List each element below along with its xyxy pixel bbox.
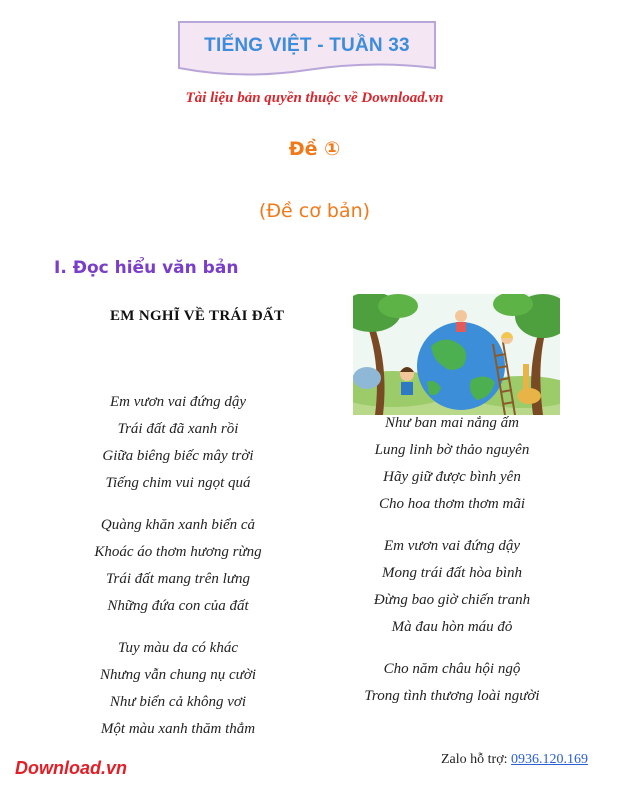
poem-line: Trái đất mang trên lưng	[105, 571, 251, 587]
section-heading: I. Đọc hiểu văn bản	[54, 258, 239, 278]
logo-text: Download.vn	[15, 758, 127, 778]
exam-subtitle: (Đề cơ bản)	[258, 200, 371, 222]
poem-right-column	[344, 410, 560, 710]
poem-line: Như ban mai nắng ấm	[384, 415, 520, 431]
stanza	[68, 635, 288, 743]
poem-line: Một màu xanh thăm thẳm	[100, 721, 256, 737]
poem-line: Trong tình thương loài người	[364, 688, 540, 704]
poem-line: Mong trái đất hòa bình	[381, 565, 522, 581]
earth-children-illustration	[353, 294, 560, 415]
poem-line: Em vươn vai đứng dậy	[109, 394, 246, 410]
poem-line: Những đứa con của đất	[107, 598, 249, 614]
page-title: TIẾNG VIỆT - TUẦN 33	[204, 35, 410, 56]
poem-line: Cho hoa thơm thơm mãi	[378, 496, 525, 512]
stanza	[344, 533, 560, 641]
zalo-support	[441, 752, 588, 768]
stanza	[68, 389, 288, 497]
stanza	[68, 512, 288, 620]
poem-line: Tuy màu da có khác	[118, 640, 238, 656]
poem-line: Cho năm châu hội ngộ	[383, 661, 521, 677]
stanza	[344, 410, 560, 518]
poem-line: Khoác áo thơm hương rừng	[94, 544, 262, 560]
poem-left-column	[68, 389, 288, 743]
poem-line: Đừng bao giờ chiến tranh	[373, 592, 531, 608]
poem-line: Hãy giữ được bình yên	[383, 469, 521, 485]
copyright-notice: Tài liệu bản quyền thuộc về Download.vn	[185, 90, 444, 106]
stanza	[344, 656, 560, 710]
poem-line: Mà đau hòn máu đỏ	[391, 619, 513, 635]
download-vn-logo[interactable]	[13, 754, 153, 782]
poem-line: Giữa biêng biếc mây trời	[102, 448, 254, 464]
poem-line: Tiếng chim vui ngọt quá	[105, 475, 251, 491]
poem-line: Như biển cả không vơi	[109, 694, 247, 710]
poem-line: Lung linh bờ thảo nguyên	[374, 442, 530, 458]
poem-line: Nhưng vẫn chung nụ cười	[99, 667, 256, 683]
support-phone-link[interactable]: 0936.120.169	[511, 752, 588, 767]
poem-line: Quàng khăn xanh biển cả	[100, 517, 256, 533]
poem-line: Em vươn vai đứng dậy	[383, 538, 520, 554]
poem-title: EM NGHĨ VỀ TRÁI ĐẤT	[110, 308, 285, 324]
poem-line: Trái đất đã xanh rồi	[117, 421, 239, 437]
support-label: Zalo hỗ trợ:	[441, 752, 508, 767]
exam-title: Đề ①	[288, 138, 341, 160]
